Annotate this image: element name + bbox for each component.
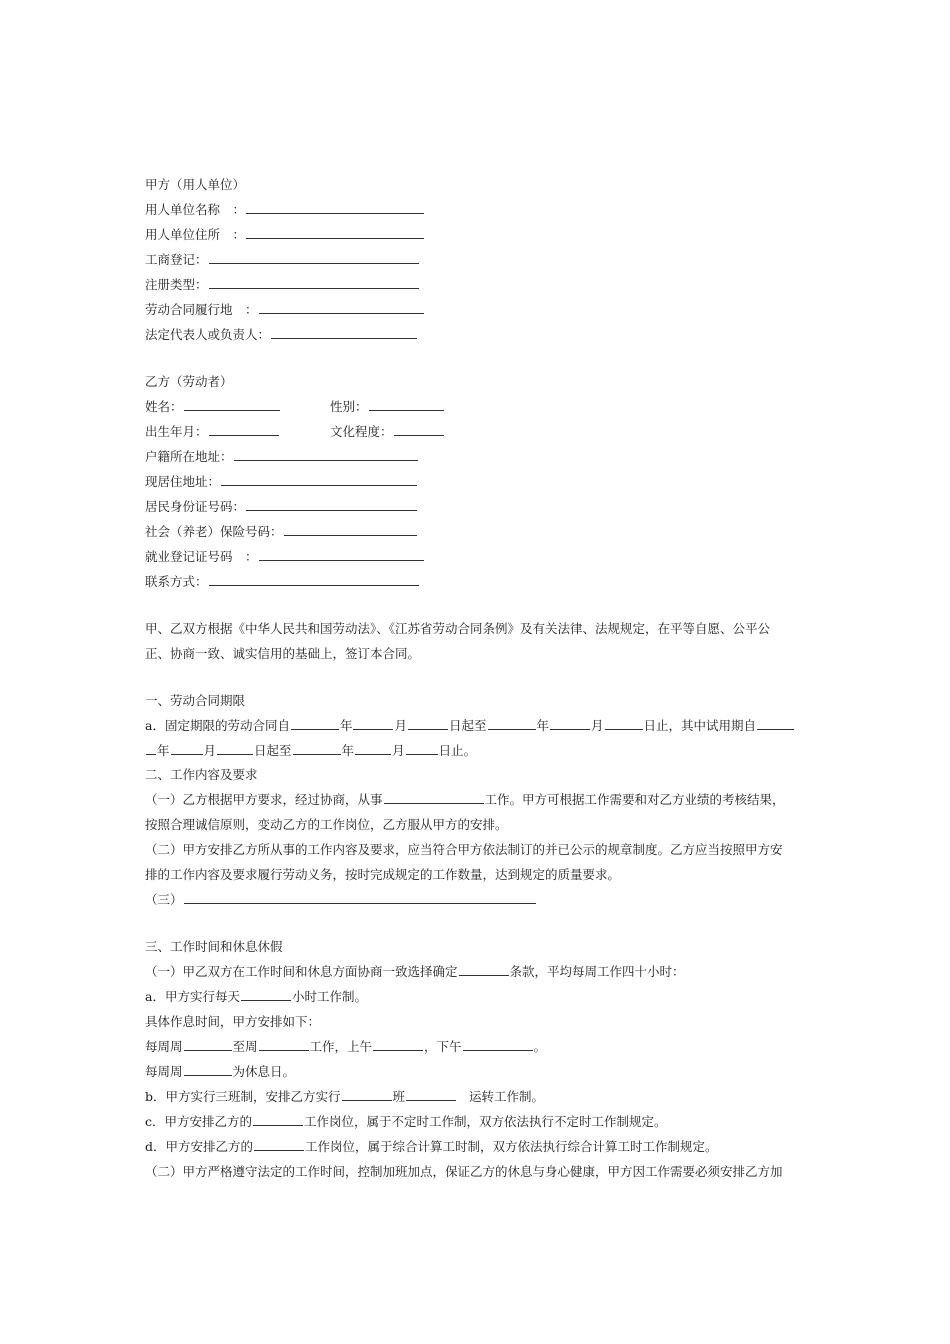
- party-a-reg-type-row: [145, 275, 420, 295]
- section-3-p2-line: [145, 1162, 783, 1182]
- section-2-p2-line-1: [145, 840, 783, 860]
- daily-hours-field[interactable]: [241, 987, 291, 1001]
- s2-p2-text-1: （二）甲方安排乙方所从事的工作内容及要求，应当符合甲方依法制订的并已公示的规章制度。乙方应当按照甲方安: [145, 842, 783, 857]
- work-start-day-field[interactable]: [184, 1037, 232, 1051]
- end-month-field[interactable]: [550, 716, 590, 730]
- party-a-work-place-field[interactable]: [259, 300, 424, 314]
- section-3-title-text: 三、工作时间和休息休假: [145, 939, 283, 954]
- s2-p1-text-b: 工作。甲方可根据工作需要和对乙方业绩的考核结果，: [484, 792, 785, 807]
- day-from-label: 日起至: [448, 718, 487, 733]
- party-a-address-label: 用人单位住所 ：: [145, 227, 246, 242]
- party-a-heading: [145, 175, 245, 195]
- party-a-registration-row: [145, 250, 420, 270]
- party-a-rep-label: 法定代表人或负责人：: [145, 327, 271, 342]
- party-b-heading-text: 乙方（劳动者）: [145, 374, 233, 389]
- other-requirements-field[interactable]: [184, 890, 536, 904]
- party-b-gender-field[interactable]: [369, 397, 444, 411]
- section-2-p1-line-1: [145, 790, 785, 810]
- preamble-line-2: [145, 644, 420, 664]
- section-2-p1-line-2: [145, 815, 508, 835]
- party-a-registration-field[interactable]: [209, 250, 419, 264]
- section-1-probation-row: [145, 741, 476, 761]
- probation-start-year-cont-field[interactable]: [146, 741, 156, 755]
- section-2-p2-line-2: [145, 865, 620, 885]
- preamble-line-1: [145, 619, 770, 639]
- section-3-p1-line: [145, 962, 685, 982]
- probation-end-day-field[interactable]: [406, 741, 438, 755]
- section-3-b-line: [145, 1087, 544, 1107]
- clause-choice-field[interactable]: [459, 962, 509, 976]
- s3-p1-text-a: （一）甲乙双方在工作时间和休息方面协商一致选择确定: [145, 964, 458, 979]
- section-2-title: [145, 765, 258, 785]
- party-b-insurance-row: [145, 522, 418, 542]
- probation-end-year-field[interactable]: [293, 741, 341, 755]
- party-b-education-label: 文化程度：: [330, 424, 393, 439]
- month-label: 月: [203, 743, 217, 758]
- day-from-label: 日起至: [254, 743, 292, 758]
- shift-rotation-field[interactable]: [406, 1087, 456, 1101]
- year-label: 年: [341, 743, 355, 758]
- party-b-education-row: [330, 422, 445, 442]
- section-2-title-text: 二、工作内容及要求: [145, 767, 258, 782]
- party-a-address-row: [145, 225, 425, 245]
- s3-week-text-d: ，下午: [424, 1039, 462, 1054]
- probation-start-year-field[interactable]: [757, 716, 794, 730]
- year-label: 年: [157, 743, 170, 758]
- party-a-name-row: [145, 200, 425, 220]
- section-3-d-line: [145, 1137, 718, 1157]
- section-3-rest-line: [145, 1062, 295, 1082]
- s2-p1-text-a: （一）乙方根据甲方要求，经过协商，从事: [145, 792, 383, 807]
- shift-count-field[interactable]: [342, 1087, 392, 1101]
- party-b-name-field[interactable]: [184, 397, 280, 411]
- s3-c-text-b: 工作岗位，属于不定时工作制，双方依法执行不定时工作制规定。: [304, 1114, 667, 1129]
- month-label: 月: [591, 718, 604, 733]
- section-3-schedule-line: [145, 1012, 320, 1032]
- flexible-position-field[interactable]: [253, 1112, 303, 1126]
- s3-week-text-c: 工作，上午: [309, 1039, 373, 1054]
- morning-hours-field[interactable]: [373, 1037, 423, 1051]
- s2-p3-text: （三）: [145, 892, 183, 907]
- start-month-field[interactable]: [353, 716, 393, 730]
- party-b-birth-field[interactable]: [209, 422, 279, 436]
- month-label: 月: [394, 718, 407, 733]
- s3-p2-text: （二）甲方严格遵守法定的工作时间，控制加班加点，保证乙方的休息与身心健康，甲方因工作需要必须安排乙方加: [145, 1164, 783, 1179]
- preamble-text-2: 正、协商一致、诚实信用的基础上，签订本合同。: [145, 646, 421, 661]
- start-day-field[interactable]: [408, 716, 448, 730]
- party-b-heading: [145, 372, 233, 392]
- rest-day-field[interactable]: [184, 1062, 232, 1076]
- party-b-birth-label: 出生年月：: [145, 424, 208, 439]
- party-b-gender-row: [330, 397, 445, 417]
- party-a-work-place-label: 劳动合同履行地 ：: [145, 302, 258, 317]
- s3-schedule-text: 具体作息时间，甲方安排如下：: [145, 1014, 321, 1029]
- party-a-name-label: 用人单位名称 ：: [145, 202, 246, 217]
- party-b-name-row: [145, 397, 281, 417]
- party-a-reg-type-label: 注册类型：: [145, 277, 208, 292]
- section-3-a-line: [145, 987, 367, 1007]
- start-year-field[interactable]: [291, 716, 339, 730]
- term-prefix: a．固定期限的劳动合同自: [145, 718, 290, 733]
- party-a-rep-field[interactable]: [271, 325, 417, 339]
- s3-rest-text-a: 每周周: [145, 1064, 183, 1079]
- party-b-id-field[interactable]: [246, 497, 417, 511]
- s3-week-text-b: 至周: [232, 1039, 258, 1054]
- s3-d-text-a: d．甲方安排乙方的: [145, 1139, 254, 1154]
- s3-b-text-c: 运转工作制。: [469, 1089, 545, 1104]
- section-3-week-line: [145, 1037, 546, 1057]
- s3-d-text-b: 工作岗位，属于综合计算工时制，双方依法执行综合计算工时工作制规定。: [305, 1139, 718, 1154]
- s3-b-text-b: 班: [392, 1089, 406, 1104]
- party-b-birth-row: [145, 422, 280, 442]
- preamble-text-1: 甲、乙双方根据《中华人民共和国劳动法》、《江苏省劳动合同条例》及有关法律、法规规定，在平等自愿、公平公: [145, 621, 771, 636]
- party-a-address-field[interactable]: [246, 225, 424, 239]
- s2-p1-text-2: 按照合理诚信原则，变动乙方的工作岗位，乙方服从甲方的安排。: [145, 817, 508, 832]
- s3-b-text-a: b．甲方实行三班制，安排乙方实行: [145, 1089, 341, 1104]
- party-a-heading-text: 甲方（用人单位）: [145, 177, 246, 192]
- party-b-id-label: 居民身份证号码：: [145, 499, 246, 514]
- party-b-employment-row: [145, 547, 425, 567]
- probation-start-day-field[interactable]: [217, 741, 253, 755]
- end-year-field[interactable]: [488, 716, 536, 730]
- section-2-p3-line: [145, 890, 537, 910]
- party-b-household-field[interactable]: [234, 447, 418, 461]
- party-a-work-place-row: [145, 300, 425, 320]
- party-b-contact-row: [145, 572, 420, 592]
- party-b-gender-label: 性别：: [330, 399, 368, 414]
- s3-week-text-e: 。: [533, 1039, 547, 1054]
- s3-c-text-a: c．甲方安排乙方的: [145, 1114, 253, 1129]
- section-1-term-row: [145, 716, 795, 736]
- party-b-employment-label: 就业登记证号码 ：: [145, 549, 258, 564]
- afternoon-hours-field[interactable]: [463, 1037, 533, 1051]
- party-a-registration-label: 工商登记：: [145, 252, 208, 267]
- section-3-c-line: [145, 1112, 667, 1132]
- probation-end-month-field[interactable]: [355, 741, 391, 755]
- party-b-household-label: 户籍所在地址：: [145, 449, 233, 464]
- year-label: 年: [536, 718, 550, 733]
- party-b-residence-row: [145, 472, 418, 492]
- party-b-contact-label: 联系方式：: [145, 574, 208, 589]
- party-b-residence-label: 现居住地址：: [145, 474, 221, 489]
- s2-p2-text-2: 排的工作内容及要求履行劳动义务，按时完成规定的工作数量，达到规定的质量要求。: [145, 867, 621, 882]
- day-to-label: 日止，其中试用期自: [643, 718, 757, 733]
- year-label: 年: [339, 718, 353, 733]
- s3-a-text-a: a．甲方实行每天: [145, 989, 240, 1004]
- party-b-education-field[interactable]: [394, 422, 444, 436]
- party-a-reg-type-field[interactable]: [209, 275, 419, 289]
- probation-start-month-field[interactable]: [171, 741, 203, 755]
- party-b-insurance-field[interactable]: [284, 522, 417, 536]
- comprehensive-position-field[interactable]: [254, 1137, 304, 1151]
- s3-a-text-b: 小时工作制。: [291, 989, 367, 1004]
- party-b-contact-field[interactable]: [209, 572, 419, 586]
- section-3-title: [145, 937, 283, 957]
- section-1-title-text: 一、劳动合同期限: [145, 693, 246, 708]
- work-end-day-field[interactable]: [259, 1037, 309, 1051]
- party-b-id-row: [145, 497, 418, 517]
- end-day-field[interactable]: [605, 716, 643, 730]
- party-b-residence-field[interactable]: [221, 472, 417, 486]
- party-b-household-row: [145, 447, 419, 467]
- month-label: 月: [392, 743, 405, 758]
- party-a-name-field[interactable]: [246, 200, 424, 214]
- s3-p1-text-b: 条款，平均每周工作四十小时：: [509, 964, 685, 979]
- party-b-insurance-label: 社会（养老）保险号码：: [145, 524, 283, 539]
- party-a-rep-row: [145, 325, 418, 345]
- party-b-name-label: 姓名：: [145, 399, 183, 414]
- section-1-title: [145, 691, 245, 711]
- day-end-label: 日止。: [438, 743, 477, 758]
- s3-week-text-a: 每周周: [145, 1039, 183, 1054]
- s3-rest-text-b: 为休息日。: [232, 1064, 296, 1079]
- job-field[interactable]: [384, 790, 484, 804]
- party-b-employment-field[interactable]: [259, 547, 424, 561]
